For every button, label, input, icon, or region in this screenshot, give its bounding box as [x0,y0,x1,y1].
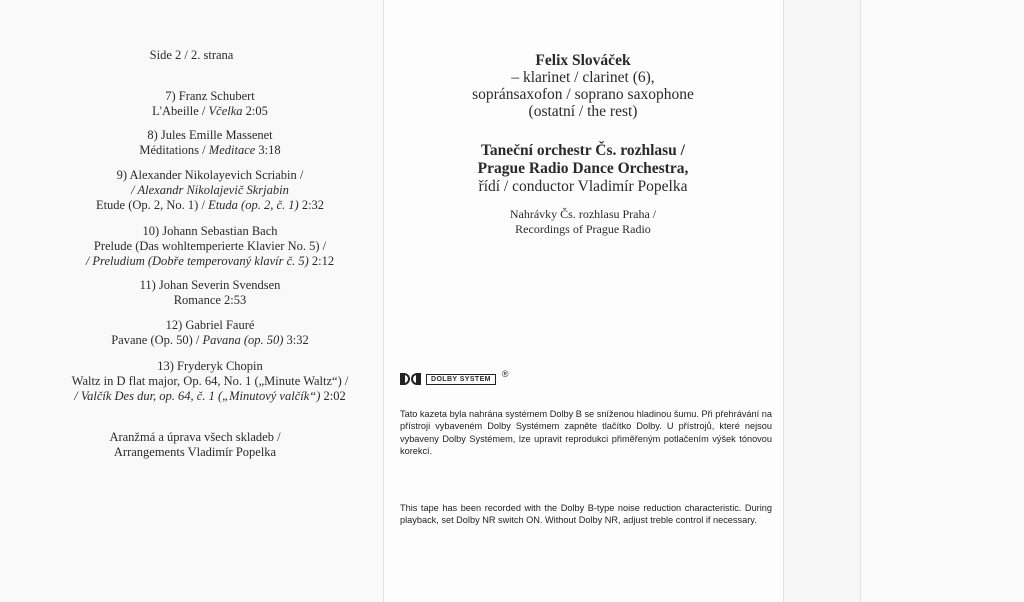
track-composer: 13) Fryderyk Chopin [157,359,263,373]
track-11 [0,278,420,308]
track-title: Prelude (Das wohltemperierte Klavier No. 5) / [93,239,327,253]
dolby-system-label: DOLBY SYSTEM [426,374,496,385]
track-9 [0,168,420,213]
track-composer-cz: / Alexandr Nikolajevič Skrjabin [131,183,289,197]
track-title: Méditations / Meditace 3:18 [139,143,281,157]
dolby-d-icon [411,373,421,385]
artist-role: – klarinet / clarinet (6), [511,69,655,86]
track-title: L'Abeille / Včelka 2:05 [152,104,268,118]
track-13 [0,359,420,404]
track-title: Etude (Op. 2, No. 1) / Etuda (op. 2, č. 1) 2:32 [95,198,325,212]
track-composer: 10) Johann Sebastian Bach [142,224,278,238]
track-title: Pavane (Op. 50) / Pavana (op. 50) 3:32 [111,333,309,347]
fold-line [860,0,861,602]
artist-role: (ostatní / the rest) [528,103,638,120]
orchestra-name-cz: Taneční orchestr Čs. rozhlasu / [481,142,685,159]
dolby-note-en: This tape has been recorded with the Dolby B-type noise reduction characteristic. During playback, set Dolby NR switch ON. Without Dolby NR, adjust treble control if necessary. [400,503,772,526]
fold-line [783,0,784,602]
spine-flap [783,0,860,602]
artist-name: Felix Slováček [535,52,631,69]
track-title-cz: / Preludium (Dobře temperovaný klavír č. 5) 2:12 [85,254,335,268]
track-title: Waltz in D flat major, Op. 64, No. 1 („Minute Waltz“) / [71,374,349,388]
arrangement-note [0,430,390,460]
track-title: Romance 2:53 [173,293,247,307]
track-composer: 12) Gabriel Fauré [165,318,255,332]
track-composer: 8) Jules Emille Massenet [147,128,273,142]
arrangement-line-cz: Aranžmá a úprava všech skladeb / [109,430,281,444]
track-12 [0,318,420,348]
conductor: řídí / conductor Vladimír Popelka [478,178,688,195]
track-composer: 9) Alexander Nikolayevich Scriabin / [116,168,304,182]
dolby-logo [400,371,509,387]
dolby-d-icon [400,373,410,385]
orchestra-name-en: Prague Radio Dance Orchestra, [477,160,689,177]
side-label: Side 2 / 2. strana [149,48,234,62]
track-8 [0,128,420,158]
recordings-line-cz: Nahrávky Čs. rozhlasu Praha / [509,207,657,221]
artist-block [383,52,783,120]
recordings-line-en: Recordings of Prague Radio [515,222,651,236]
dolby-note-cz: Tato kazeta byla nahrána systémem Dolby B se sníženou hladinou šumu. Při přehrávání na přístroji vybaveném Dolby Systémem zapněte tlačítko Dolby. U přístrojů, které nejsou vybaveny Dolby Systémem, lze upravit reprodukci přiměřeným potlačením výšek tónovou korekcí. [400,409,772,457]
arrangement-line-en: Arrangements Vladimír Popelka [113,445,277,459]
track-title-cz: / Valčík Des dur, op. 64, č. 1 („Minutový valčík“) 2:02 [74,389,346,403]
artist-role: sopránsaxofon / soprano saxophone [472,86,694,103]
registered-mark: ® [501,369,509,379]
recordings-credit [383,207,783,237]
track-composer: 11) Johan Severin Svendsen [139,278,281,292]
track-composer: 7) Franz Schubert [165,89,255,103]
orchestra-block [383,142,783,196]
track-10 [0,224,420,269]
track-7 [0,89,420,119]
end-flap [860,0,1024,602]
